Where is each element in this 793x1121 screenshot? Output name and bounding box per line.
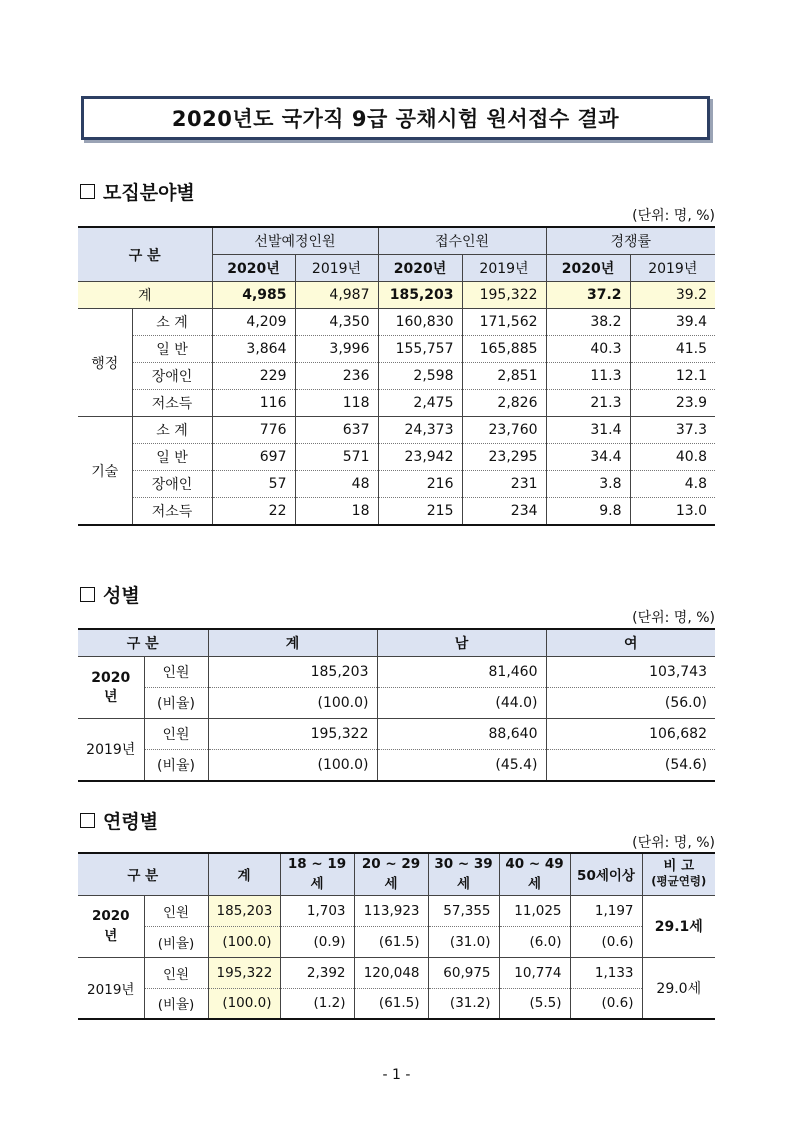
table-row xyxy=(78,688,715,719)
table-row xyxy=(78,336,715,363)
cell: 2,826 xyxy=(462,390,546,417)
cell: (31.2) xyxy=(428,988,499,1019)
table-row xyxy=(78,895,715,926)
cell: 37.2 xyxy=(546,282,630,309)
header-gubun: 구 분 xyxy=(127,868,159,885)
header-total: 계 xyxy=(208,853,280,895)
year-label: 2020년 xyxy=(78,657,144,719)
header-year: 2020년 xyxy=(378,255,462,282)
cell: (6.0) xyxy=(499,926,570,957)
cell: 18 xyxy=(295,498,378,526)
cell: 13.0 xyxy=(630,498,715,526)
cell: 195,322 xyxy=(462,282,546,309)
cell: 4.8 xyxy=(630,471,715,498)
cell: 236 xyxy=(295,363,378,390)
table-row xyxy=(78,988,715,1019)
header-age-group: 18 ~ 19세 xyxy=(280,853,354,895)
cell: 12.1 xyxy=(630,363,715,390)
table-row xyxy=(78,417,715,444)
cell: 195,322 xyxy=(208,957,280,988)
section-heading-field xyxy=(80,178,195,205)
table-row xyxy=(78,750,715,781)
header-gubun: 구 분 xyxy=(126,636,159,652)
section-heading-gender xyxy=(80,581,140,608)
header-age-group: 50세이상 xyxy=(570,853,642,895)
row-label: 일 반 xyxy=(132,336,212,363)
cell: 57 xyxy=(212,471,295,498)
section-heading-age xyxy=(80,807,158,834)
row-label: 저소득 xyxy=(132,498,212,526)
cell: (100.0) xyxy=(208,926,280,957)
unit-label: (단위: 명, %) xyxy=(632,835,715,851)
checkbox-square-icon xyxy=(80,184,95,199)
row-label: 장애인 xyxy=(132,363,212,390)
cell: 776 xyxy=(212,417,295,444)
cell: 106,682 xyxy=(546,719,715,750)
header-age-group: 20 ~ 29세 xyxy=(354,853,428,895)
cell: 10,774 xyxy=(499,957,570,988)
cell: 57,355 xyxy=(428,895,499,926)
cell: 103,743 xyxy=(546,657,715,688)
cell: 1,133 xyxy=(570,957,642,988)
cell: 229 xyxy=(212,363,295,390)
cell: 39.2 xyxy=(630,282,715,309)
avg-age: 29.1세 xyxy=(642,895,715,957)
header-gubun: 구 분 xyxy=(128,247,161,264)
cell: (0.9) xyxy=(280,926,354,957)
table-row xyxy=(78,957,715,988)
row-label: 인원 xyxy=(144,719,208,750)
cell: 2,475 xyxy=(378,390,462,417)
cell: 3,864 xyxy=(212,336,295,363)
cell: (61.5) xyxy=(354,988,428,1019)
cell: 216 xyxy=(378,471,462,498)
cell: 48 xyxy=(295,471,378,498)
cell: (100.0) xyxy=(208,750,377,781)
field-table xyxy=(78,226,715,526)
cell: (61.5) xyxy=(354,926,428,957)
age-table xyxy=(78,852,715,1020)
cell: 185,203 xyxy=(208,895,280,926)
cell: 22 xyxy=(212,498,295,526)
header-year: 2019년 xyxy=(295,255,378,282)
header-note xyxy=(642,853,715,895)
checkbox-square-icon xyxy=(80,587,95,602)
row-label: 소 계 xyxy=(132,417,212,444)
cell: 165,885 xyxy=(462,336,546,363)
cell: 2,851 xyxy=(462,363,546,390)
cell: (45.4) xyxy=(377,750,546,781)
total-row xyxy=(78,282,715,309)
note-label: 비 고 xyxy=(663,858,695,875)
row-label: 장애인 xyxy=(132,471,212,498)
cell: 120,048 xyxy=(354,957,428,988)
cell: 185,203 xyxy=(208,657,377,688)
table-row xyxy=(78,498,715,526)
cell: 39.4 xyxy=(630,309,715,336)
note-sublabel: (평균연령) xyxy=(651,874,707,889)
cell: 215 xyxy=(378,498,462,526)
cell: 4,985 xyxy=(212,282,295,309)
cell: 11.3 xyxy=(546,363,630,390)
cell: 571 xyxy=(295,444,378,471)
row-label: 계 xyxy=(137,288,152,304)
cell: 185,203 xyxy=(378,282,462,309)
avg-age: 29.0세 xyxy=(642,957,715,1019)
cell: 23,295 xyxy=(462,444,546,471)
header-year: 2019년 xyxy=(462,255,546,282)
year-label: 2019년 xyxy=(87,981,135,998)
table-row xyxy=(78,657,715,688)
header-age-group: 30 ~ 39세 xyxy=(428,853,499,895)
cell: 1,197 xyxy=(570,895,642,926)
header-year: 2019년 xyxy=(630,255,715,282)
cell: (0.6) xyxy=(570,926,642,957)
cell: 40.8 xyxy=(630,444,715,471)
row-label: 인원 xyxy=(144,895,208,926)
cell: 231 xyxy=(462,471,546,498)
cell: 23,760 xyxy=(462,417,546,444)
row-label: (비율) xyxy=(144,688,208,719)
cell: 637 xyxy=(295,417,378,444)
row-label: (비율) xyxy=(144,926,208,957)
cell: 60,975 xyxy=(428,957,499,988)
cell: 113,923 xyxy=(354,895,428,926)
row-label: (비율) xyxy=(144,988,208,1019)
cell: (44.0) xyxy=(377,688,546,719)
cell: 3.8 xyxy=(546,471,630,498)
table-row xyxy=(78,363,715,390)
cell: 1,703 xyxy=(280,895,354,926)
header-competition: 경쟁률 xyxy=(546,227,715,255)
table-row xyxy=(78,719,715,750)
unit-label: (단위: 명, %) xyxy=(632,610,715,626)
table-row xyxy=(78,444,715,471)
row-label: 인원 xyxy=(144,657,208,688)
row-label: (비율) xyxy=(144,750,208,781)
cell: 38.2 xyxy=(546,309,630,336)
cell: 116 xyxy=(212,390,295,417)
cell: 40.3 xyxy=(546,336,630,363)
page-number: - 1 - xyxy=(382,1067,411,1083)
header-year: 2020년 xyxy=(546,255,630,282)
cell: 3,996 xyxy=(295,336,378,363)
group-label: 기술 xyxy=(91,463,119,480)
cell: 88,640 xyxy=(377,719,546,750)
cell: (31.0) xyxy=(428,926,499,957)
header-male: 남 xyxy=(377,629,546,657)
cell: 195,322 xyxy=(208,719,377,750)
header-female: 여 xyxy=(546,629,715,657)
cell: 4,350 xyxy=(295,309,378,336)
header-applicants: 접수인원 xyxy=(378,227,546,255)
cell: 37.3 xyxy=(630,417,715,444)
cell: 9.8 xyxy=(546,498,630,526)
cell: 23.9 xyxy=(630,390,715,417)
year-label: 2020년 xyxy=(78,895,144,957)
cell: 4,987 xyxy=(295,282,378,309)
cell: 171,562 xyxy=(462,309,546,336)
table-row xyxy=(78,390,715,417)
cell: 4,209 xyxy=(212,309,295,336)
table-row xyxy=(78,926,715,957)
checkbox-square-icon xyxy=(80,813,95,828)
cell: (1.2) xyxy=(280,988,354,1019)
cell: (100.0) xyxy=(208,688,377,719)
cell: 81,460 xyxy=(377,657,546,688)
cell: 21.3 xyxy=(546,390,630,417)
cell: (5.5) xyxy=(499,988,570,1019)
header-total: 계 xyxy=(208,629,377,657)
row-label: 인원 xyxy=(144,957,208,988)
page-title: 2020년도 국가직 9급 공채시험 원서접수 결과 xyxy=(81,96,710,140)
header-age-group: 40 ~ 49세 xyxy=(499,853,570,895)
unit-label: (단위: 명, %) xyxy=(632,208,715,224)
cell: 23,942 xyxy=(378,444,462,471)
cell: 11,025 xyxy=(499,895,570,926)
cell: 2,598 xyxy=(378,363,462,390)
cell: (54.6) xyxy=(546,750,715,781)
cell: 41.5 xyxy=(630,336,715,363)
table-row xyxy=(78,471,715,498)
cell: 24,373 xyxy=(378,417,462,444)
header-planned: 선발예정인원 xyxy=(212,227,378,255)
group-label: 행정 xyxy=(78,309,132,417)
cell: (56.0) xyxy=(546,688,715,719)
section-title: 연령별 xyxy=(103,811,159,833)
cell: (0.6) xyxy=(570,988,642,1019)
section-title: 성별 xyxy=(103,585,140,607)
cell: 118 xyxy=(295,390,378,417)
gender-table xyxy=(78,628,715,782)
cell: 2,392 xyxy=(280,957,354,988)
cell: 160,830 xyxy=(378,309,462,336)
cell: 34.4 xyxy=(546,444,630,471)
cell: (100.0) xyxy=(208,988,280,1019)
row-label: 일 반 xyxy=(132,444,212,471)
table-row xyxy=(78,309,715,336)
year-label: 2019년 xyxy=(86,742,136,759)
cell: 31.4 xyxy=(546,417,630,444)
cell: 697 xyxy=(212,444,295,471)
header-year: 2020년 xyxy=(212,255,295,282)
row-label: 저소득 xyxy=(132,390,212,417)
cell: 155,757 xyxy=(378,336,462,363)
cell: 234 xyxy=(462,498,546,526)
section-title: 모집분야별 xyxy=(103,182,195,204)
row-label: 소 계 xyxy=(132,309,212,336)
